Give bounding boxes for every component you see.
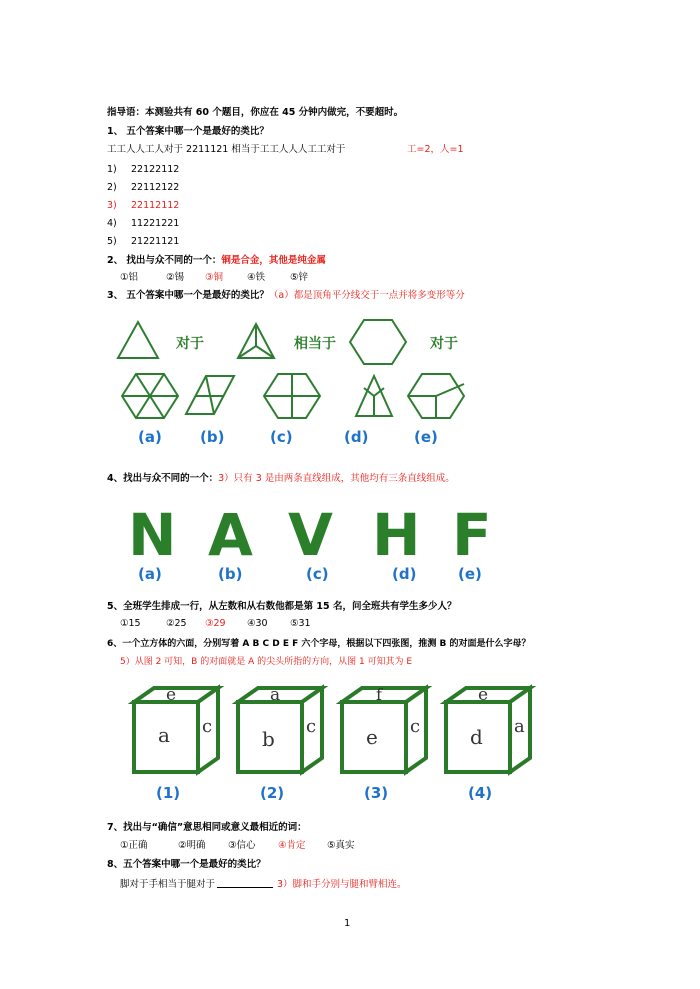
- q6-cube-2: [238, 685, 322, 772]
- q8-stem: 脚对于手相当于腿对于: [120, 879, 216, 890]
- q5-option-5: ⑤31: [290, 618, 311, 629]
- q7-option-3: ③信心: [228, 840, 256, 851]
- q7-option-4: ④肯定: [278, 840, 306, 851]
- q4-answer: 3）只有 3 是由两条直线组成，其他均有三条直线组成。: [218, 473, 455, 484]
- q2-option-4: ④铁: [247, 272, 266, 283]
- q6-cube-4-front: d: [470, 725, 483, 749]
- q6-label-4: (4): [468, 784, 493, 802]
- q5-title: 5、全班学生排成一行，从左数和从右数他都是第 15 名，问全班共有学生多少人？: [107, 601, 457, 612]
- q4-label-b: (b): [218, 565, 243, 583]
- q4-letter-n: N: [128, 501, 177, 569]
- q3-option-c-shape: [264, 374, 320, 418]
- q6-cube-1-side: c: [202, 716, 213, 737]
- q7-option-2: ②明确: [178, 840, 206, 851]
- q3-triangle-shape: [118, 322, 158, 358]
- q3-option-b-shape: [186, 376, 234, 414]
- q6-cube-4-top: e: [478, 685, 489, 705]
- q5-option-1: ①15: [120, 618, 141, 629]
- q1-option-4: 4) 11221221: [107, 218, 180, 229]
- q5-option-4: ④30: [247, 618, 268, 629]
- q6-cube-2-top: a: [270, 685, 281, 705]
- q5-option-2: ②25: [166, 618, 187, 629]
- q3-hexagon-shape: [350, 320, 406, 364]
- q3-label-d: (d): [344, 428, 369, 446]
- q4-letter-a: A: [208, 501, 253, 569]
- q4-figure: [110, 497, 510, 587]
- q8-title: 8、五个答案中哪一个是最好的类比？: [107, 859, 266, 870]
- intro-text: 指导语：本测验共有 60 个题目，你应在 45 分钟内做完，不要超时。: [107, 107, 404, 118]
- q3-word-2: 相当于: [294, 336, 336, 352]
- q4-label-e: (e): [458, 565, 482, 583]
- q2-option-3: ③铜: [205, 272, 224, 283]
- q7-option-5: ⑤真实: [327, 840, 355, 851]
- q7-option-1: ①正确: [120, 840, 148, 851]
- q8-answer: 3）脚和手分别与腿和臂相连。: [277, 879, 407, 890]
- q3-label-e: (e): [414, 428, 438, 446]
- q1-option-5: 5) 21221121: [107, 236, 180, 247]
- q3-answer: （a）都是顶角平分线交于一点并将多变形等分: [268, 290, 465, 301]
- q4-label-a: (a): [138, 565, 162, 583]
- q6-cube-4: [446, 685, 530, 772]
- q3-label-a: (a): [138, 428, 162, 446]
- q6-cube-1-front: a: [158, 723, 170, 747]
- q6-label-1: (1): [156, 784, 181, 802]
- q1-option-1: 1) 22122112: [107, 164, 180, 175]
- q1-hint: 工=2，人=1: [407, 144, 464, 155]
- q3-label-b: (b): [200, 428, 225, 446]
- q4-letter-f: F: [452, 501, 492, 569]
- q8-answer-blank[interactable]: [217, 877, 273, 888]
- q4-letter-v: V: [288, 501, 333, 569]
- q3-option-d-shape: [356, 376, 392, 416]
- q4-label-d: (d): [392, 565, 417, 583]
- q2-answer: 铜是合金，其他是纯金属: [221, 255, 326, 266]
- q4-label-c: (c): [306, 565, 329, 583]
- q2-option-2: ②锡: [166, 272, 185, 283]
- q4-letter-h: H: [372, 501, 421, 569]
- page-number: 1: [344, 918, 351, 929]
- q6-cube-1-top: e: [166, 685, 177, 705]
- q6-cube-2-side: c: [306, 716, 317, 737]
- q1-option-3: 3) 22112112: [107, 200, 180, 211]
- q6-cube-3: [342, 685, 426, 772]
- q3-label-c: (c): [270, 428, 293, 446]
- q3-bisected-triangle-shape: [238, 324, 274, 358]
- q6-cube-2-front: b: [262, 727, 275, 751]
- q3-option-a-shape: [122, 374, 178, 418]
- q3-figure: [110, 312, 490, 452]
- q2-option-5: ⑤锌: [290, 272, 309, 283]
- q3-word-1: 对于: [176, 336, 204, 352]
- q2-option-1: ①铝: [120, 272, 139, 283]
- q4-title: 4、找出与众不同的一个：3）只有 3 是由两条直线组成，其他均有三条直线组成。: [107, 473, 455, 484]
- q5-option-3: ③29: [205, 618, 226, 629]
- q6-cube-3-front: e: [366, 725, 378, 749]
- q6-figure: [128, 684, 548, 814]
- q1-option-2: 2) 22112122: [107, 182, 180, 193]
- q6-cube-3-side: c: [410, 716, 421, 737]
- q7-title: 7、找出与“确信”意思相同或意义最相近的词：: [107, 822, 307, 833]
- q6-cube-4-side: a: [514, 716, 525, 737]
- q3-title: 3、 五个答案中哪一个是最好的类比？（a）都是顶角平分线交于一点并将多变形等分: [107, 290, 465, 301]
- q6-label-2: (2): [260, 784, 285, 802]
- q6-answer: 5）从图 2 可知，B 的对面就是 A 的尖头所指的方向，从图 1 可知其为 E: [120, 657, 413, 667]
- q2-title: 2、 找出与众不同的一个：铜是合金，其他是纯金属: [107, 255, 326, 266]
- q3-option-e-shape: [408, 374, 464, 418]
- q1-stem: 工工人人工人对于 2211121 相当于工工人人人工工对于: [107, 144, 346, 155]
- q6-cube-1: [134, 685, 218, 772]
- q8-stem-row: [120, 877, 407, 891]
- q3-word-3: 对于: [430, 336, 458, 352]
- q6-cube-3-top: f: [376, 685, 382, 704]
- q6-label-3: (3): [364, 784, 389, 802]
- q1-title: 1、 五个答案中哪一个是最好的类比？: [107, 126, 269, 137]
- q6-title: 6、一个立方体的六面，分别写着 A B C D E F 六个字母，根据以下四张图，推测 B 的对面是什么字母？: [107, 639, 531, 649]
